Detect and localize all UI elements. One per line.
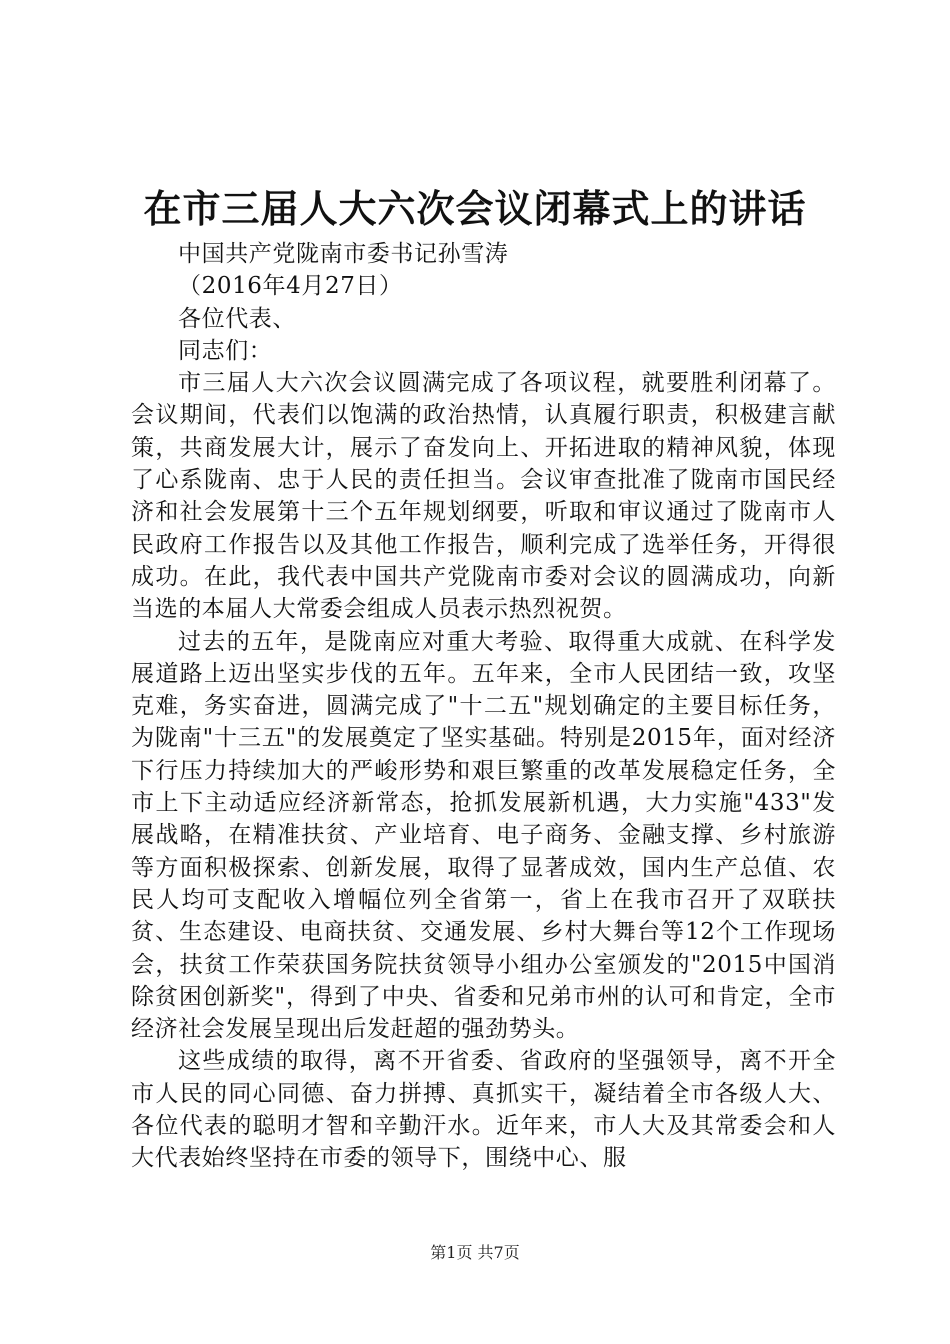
page-number-footer: 第1页 共7页	[430, 1243, 520, 1262]
salutation-line-2: 同志们：	[178, 337, 273, 364]
document-title: 在市三届人大六次会议闭幕式上的讲话	[143, 186, 807, 231]
author-line: 中国共产党陇南市委书记孙雪涛	[178, 241, 509, 267]
date-line: （2016年4月27日）	[178, 273, 403, 300]
paragraph-2: 过去的五年，是陇南应对重大考验、取得重大成就、在科学发展道路上迈出坚实步伐的五年。五年来，全市人民团结一致，攻坚克难，务实奋进，圆满完成了"十二五"规划确定的主要目标任务，为陇南"十三五"的发展奠定了坚实基础。特别是2015年，面对经济下行压力持续加大的严峻形势和艰巨繁重的改革发展稳定任务，全市上下主动适应经济新常态，抢抓发展新机遇，大力实施"433"发展战略，在精准扶贫、产业培育、电子商务、金融支撑、乡村旅游等方面积极探索、创新发展，取得了显著成效，国内生产总值、农民人均可支配收入增幅位列全省第一，省上在我市召开了双联扶贫、生态建设、电商扶贫、交通发展、乡村大舞台等12个工作现场会，扶贫工作荣获国务院扶贫领导小组办公室颁发的"2015中国消除贫困创新奖"，得到了中央、省委和兄弟市州的认可和肯定，全市经济社会发展呈现出后发赶超的强劲势头。	[131, 628, 836, 1043]
paragraph-1: 市三届人大六次会议圆满完成了各项议程，就要胜利闭幕了。会议期间，代表们以饱满的政治热情，认真履行职责，积极建言献策，共商发展大计，展示了奋发向上、开拓进取的精神风貌，体现了心系陇南、忠于人民的责任担当。会议审查批准了陇南市国民经济和社会发展第十三个五年规划纲要，听取和审议通过了陇南市人民政府工作报告以及其他工作报告，顺利完成了选举任务，开得很成功。在此，我代表中国共产党陇南市委对会议的圆满成功，向新当选的本届人大常委会组成人员表示热烈祝贺。	[131, 370, 836, 623]
salutation-line-1: 各位代表、	[178, 305, 296, 332]
document-body	[131, 238, 836, 1175]
paragraph-3: 这些成绩的取得，离不开省委、省政府的坚强领导，离不开全市人民的同心同德、奋力拼搏、真抓实干，凝结着全市各级人大、各位代表的聪明才智和辛勤汗水。近年来，市人大及其常委会和人大代表始终坚持在市委的领导下，围绕中心、服	[131, 1048, 836, 1172]
